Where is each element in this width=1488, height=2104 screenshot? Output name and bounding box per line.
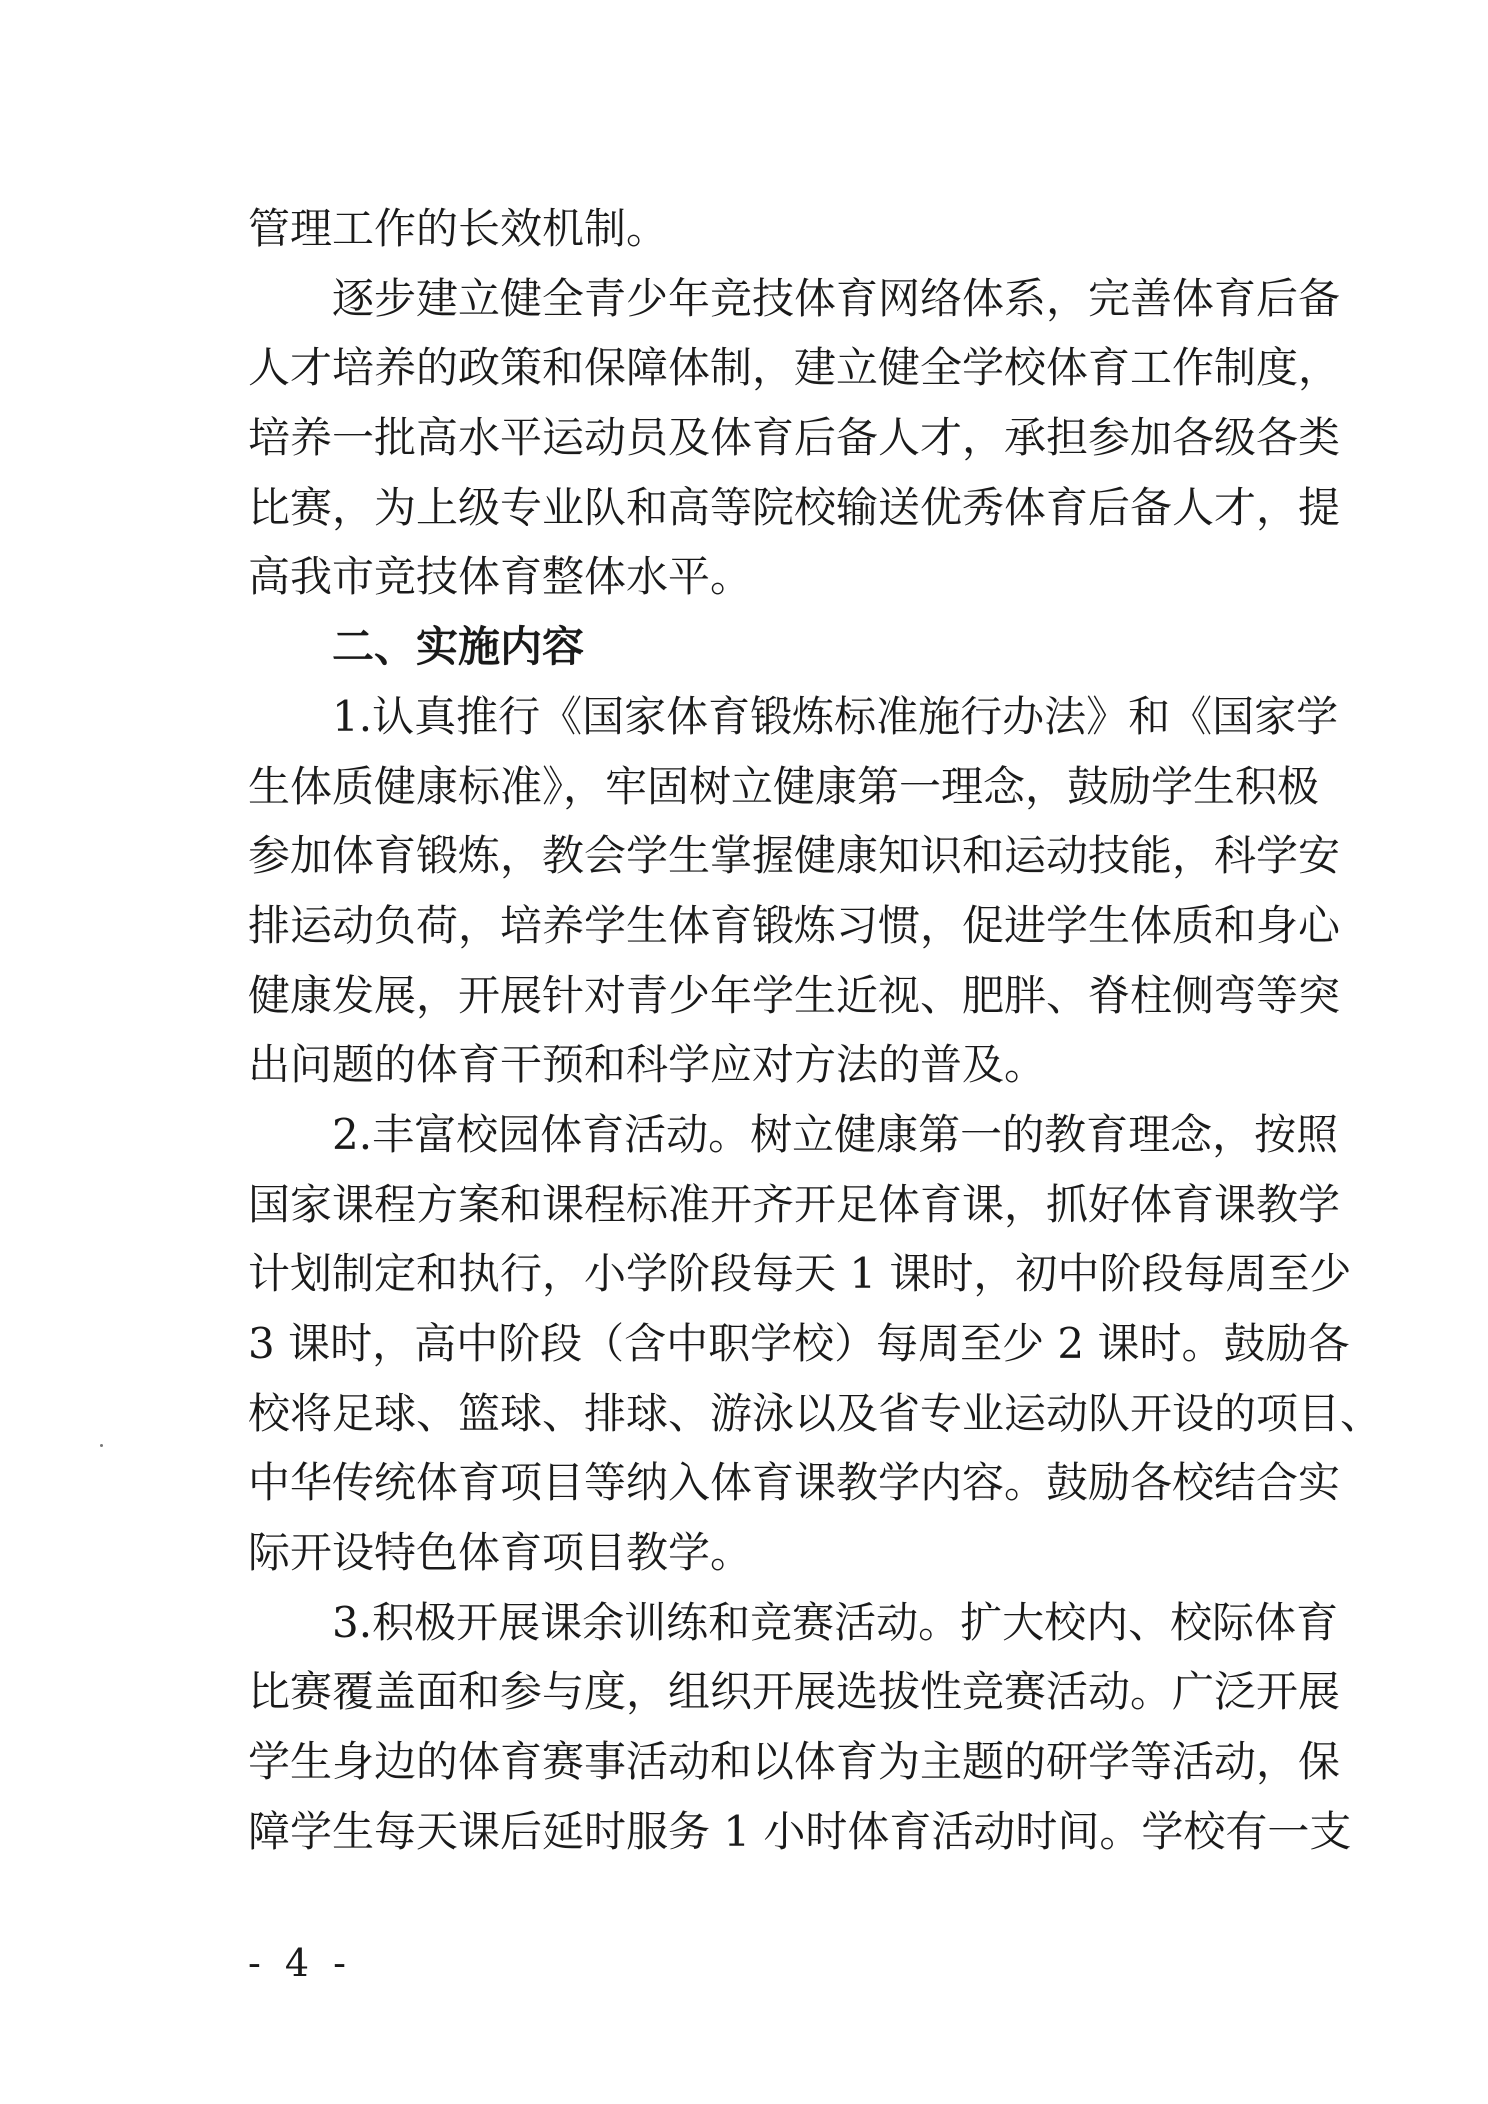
text-line: 比赛，为上级专业队和高等院校输送优秀体育后备人才，提 — [248, 482, 1341, 532]
page-number: - 4 - — [248, 1941, 353, 1985]
text-line: 参加体育锻炼，教会学生掌握健康知识和运动技能，科学安 — [248, 831, 1341, 881]
text-line: 高我市竞技体育整体水平。 — [248, 552, 753, 602]
paragraph — [248, 264, 1341, 612]
text-line: 3.积极开展课余训练和竞赛活动。扩大校内、校际体育 — [332, 1597, 1339, 1647]
scan-speck — [100, 1444, 103, 1447]
text-line: 培养一批高水平运动员及体育后备人才，承担参加各级各类 — [248, 413, 1341, 463]
text-line: 1.认真推行《国家体育锻炼标准施行办法》和《国家学 — [332, 691, 1339, 741]
paragraph — [248, 1100, 1383, 1588]
text-line: 生体质健康标准》，牢固树立健康第一理念，鼓励学生积极 — [248, 761, 1320, 811]
document-body — [248, 194, 1383, 1867]
text-line: 计划制定和执行，小学阶段每天 1 课时，初中阶段每周至少 — [248, 1249, 1352, 1299]
text-line: 国家课程方案和课程标准开齐开足体育课，抓好体育课教学 — [248, 1179, 1341, 1229]
text-line: 逐步建立健全青少年竞技体育网络体系，完善体育后备 — [332, 273, 1341, 323]
text-line: 学生身边的体育赛事活动和以体育为主题的研学等活动，保 — [248, 1737, 1341, 1787]
text-line: 二、实施内容 — [332, 622, 585, 672]
text-line: 校将足球、篮球、排球、游泳以及省专业运动队开设的项目、 — [248, 1388, 1383, 1438]
text-line: 3 课时，高中阶段（含中职学校）每周至少 2 课时。鼓励各 — [248, 1319, 1350, 1368]
text-line: 际开设特色体育项目教学。 — [248, 1528, 753, 1578]
text-line: 人才培养的政策和保障体制，建立健全学校体育工作制度， — [248, 343, 1341, 393]
text-line: 管理工作的长效机制。 — [248, 204, 669, 253]
section-heading — [248, 612, 1282, 682]
text-line: 中华传统体育项目等纳入体育课教学内容。鼓励各校结合实 — [248, 1458, 1341, 1508]
text-line: 排运动负荷，培养学生体育锻炼习惯，促进学生体质和身心 — [248, 900, 1341, 950]
text-line: 健康发展，开展针对青少年学生近视、肥胖、脊柱侧弯等突 — [248, 970, 1341, 1020]
text-line: 出问题的体育干预和科学应对方法的普及。 — [248, 1040, 1047, 1090]
paragraph — [248, 194, 1282, 264]
paragraph — [248, 1588, 1352, 1867]
text-line: 比赛覆盖面和参与度，组织开展选拔性竞赛活动。广泛开展 — [248, 1667, 1341, 1717]
text-line: 2.丰富校园体育活动。树立健康第一的教育理念，按照 — [332, 1109, 1339, 1159]
paragraph — [248, 682, 1341, 1100]
text-line: 障学生每天课后延时服务 1 小时体育活动时间。学校有一支 — [248, 1806, 1352, 1856]
